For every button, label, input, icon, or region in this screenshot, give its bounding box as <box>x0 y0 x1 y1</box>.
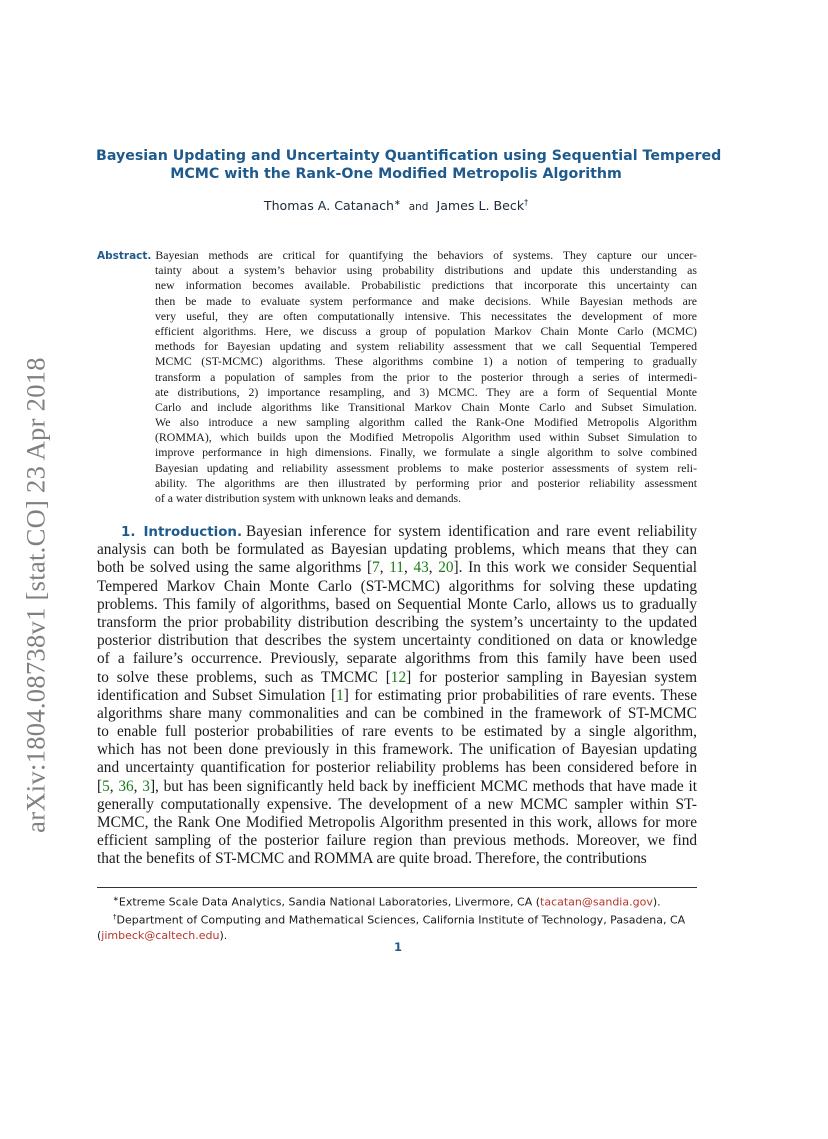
body-line: to solve these problems, such as TMCMC [12] for posterior sampling in Bayesian system <box>97 668 697 686</box>
body-line: Tempered Markov Chain Monte Carlo (ST-MCMC) algorithms for solving these updating <box>97 577 697 595</box>
abstract-line: Abstract. Bayesian methods are critical for quantifying the behaviors of systems. They capture our uncer- <box>97 248 697 262</box>
abstract-line: efficient algorithms. Here, we discuss a group of population Markov Chain Monte Carlo (MCMC) <box>155 323 697 338</box>
author2-footnote-mark[interactable]: † <box>524 198 529 207</box>
author-catanach: Thomas A. Catanach <box>263 198 394 214</box>
footnote-2-continued: (jimbeck@caltech.edu). <box>97 929 228 943</box>
body-line: both be solved using the same algorithms [7, 11, 43, 20]. In this work we consider Sequential <box>97 559 697 577</box>
body-line: algorithms share many commonalities and can be combined in the framework of ST-MCMC <box>97 704 697 722</box>
abstract-line: then be made to evaluate system performance and make decisions. While Bayesian methods are <box>155 293 697 308</box>
footnote-divider <box>97 887 697 888</box>
abstract-line: MCMC (ST-MCMC) algorithms. These algorithms combine 1) a notion of tempering to gradually <box>155 354 697 369</box>
body-line: of a failure’s occurrence. Previously, separate algorithms from this family have been used <box>97 650 697 668</box>
abstract-line: very useful, they are often computationally intensive. This necessitates the development of more <box>155 308 697 323</box>
body-line: to enable full posterior probabilities of rare events to be estimated by a single algorithm, <box>97 723 697 741</box>
body-line: MCMC, the Rank One Modified Metropolis Algorithm presented in this work, allows for more <box>97 814 697 831</box>
footnotes <box>97 892 697 944</box>
abstract-label: Abstract. <box>97 250 152 262</box>
citation-link[interactable]: 11 <box>389 559 404 577</box>
abstract-line: tainty about a system’s behavior using probability distributions and update this understanding as <box>155 263 697 278</box>
author-beck: James L. Beck <box>436 198 525 214</box>
author-conjunction: and <box>408 201 429 214</box>
body-line: that the benefits of ST-MCMC and ROMMA are quite broad. Therefore, the contributions <box>97 850 647 868</box>
citation-link[interactable]: 36 <box>118 777 134 795</box>
body-line: which has not been done previously in this framework. The unification of Bayesian updating <box>97 741 697 759</box>
body-line: [5, 36, 3], but has been significantly held back by inefficient MCMC methods that have made it <box>97 777 697 795</box>
citation-link[interactable]: 3 <box>142 777 150 795</box>
abstract-line: ate distributions, 2) importance resampling, and 3) MCMC. They are a form of Sequential Monte <box>155 384 697 399</box>
author-list <box>96 198 696 213</box>
footnote-2: †Department of Computing and Mathematical Sciences, California Institute of Technology, Pasadena, CA <box>113 913 686 927</box>
footnote-1: ∗Extreme Scale Data Analytics, Sandia National Laboratories, Livermore, CA (tacatan@sandia.gov). <box>113 895 661 909</box>
page-number: 1 <box>393 940 402 954</box>
email-link[interactable]: jimbeck@caltech.edu <box>101 929 220 943</box>
abstract-line: transform a population of samples from the prior to the posterior through a series of intermedi- <box>155 369 697 384</box>
abstract-line: improve performance in high dimensions. Finally, we formulate a single algorithm to solve combined <box>155 445 697 460</box>
body-line: identification and Subset Simulation [1] for estimating prior probabilities of rare events. These <box>97 686 697 704</box>
abstract-line: methods for Bayesian updating and system reliability assessment that we call Sequential Tempered <box>155 339 697 354</box>
body-line: problems. This family of algorithms, based on Sequential Monte Carlo, allows us to gradually <box>97 595 697 613</box>
body-line: generally computationally expensive. The development of a new MCMC sampler within ST- <box>97 795 697 813</box>
citation-link[interactable]: 43 <box>413 559 429 577</box>
title-line-1: Bayesian Updating and Uncertainty Quantification using Sequential Tempered <box>96 148 722 164</box>
email-link[interactable]: tacatan@sandia.gov <box>540 895 653 909</box>
title-line-2: MCMC with the Rank-One Modified Metropolis Algorithm <box>170 166 622 182</box>
abstract-line: of a water distribution system with unknown leaks and demands. <box>155 491 462 505</box>
introduction-section <box>97 523 697 869</box>
citation-link[interactable]: 7 <box>372 559 380 577</box>
citation-link[interactable]: 1 <box>336 686 344 704</box>
abstract-line: new information becomes available. Probabilistic predictions that incorporate this uncertainty can <box>155 278 697 293</box>
body-line: analysis can both be formulated as Bayesian updating problems, which means that they can <box>97 541 697 559</box>
citation-link[interactable]: 12 <box>390 668 407 686</box>
abstract-line: We also introduce a new sampling algorithm called the Rank-One Modified Metropolis Algorithm <box>155 415 697 430</box>
arxiv-identifier-stamp: arXiv:1804.08738v1 [stat.CO] 23 Apr 2018 <box>20 357 51 833</box>
citation-link[interactable]: 5 <box>102 777 110 795</box>
citation-link[interactable]: 20 <box>438 559 454 577</box>
abstract-line: Carlo and include algorithms like Transitional Markov Chain Monte Carlo and Subset Simulation. <box>155 399 697 414</box>
body-line: 1. Introduction. Bayesian inference for system identification and rare event reliability <box>97 523 697 541</box>
body-line: and uncertainty quantification for posterior reliability problems has been considered before in <box>97 759 697 777</box>
body-line: efficient sampling of the posterior failure region than previous methods. Moreover, we find <box>97 832 697 850</box>
abstract-line: Bayesian updating and reliability assessment problems to make posterior assessments of system reli- <box>155 460 697 475</box>
paper-title <box>96 147 722 183</box>
body-line: posterior distribution that describes the system uncertainty conditioned on data or knowledge <box>97 632 697 650</box>
abstract-line: (ROMMA), which builds upon the Modified Metropolis Algorithm used within Subset Simulation to <box>155 430 697 445</box>
body-line: transform the prior probability distribution describing the system’s uncertainty to the updated <box>97 613 697 631</box>
section-heading: 1. Introduction. <box>121 525 243 540</box>
abstract-line: ability. The algorithms are then illustrated by performing prior and posterior reliability assessment <box>155 475 697 490</box>
abstract <box>97 248 697 506</box>
author1-footnote-mark[interactable]: ∗ <box>393 198 401 207</box>
